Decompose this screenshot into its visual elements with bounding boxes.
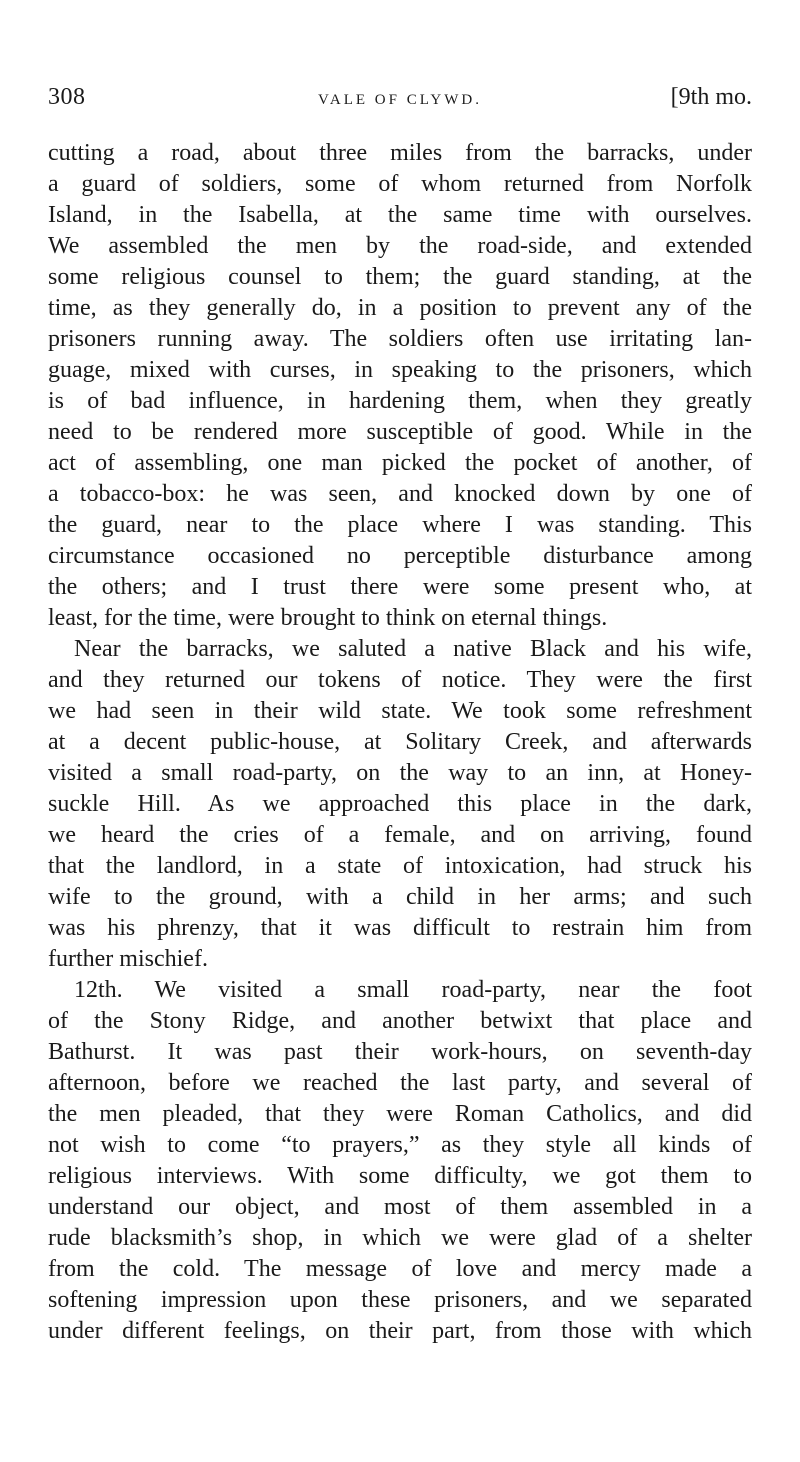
text-line: religious interviews. With some difficulty, we got them to	[48, 1163, 752, 1189]
text-line: from the cold. The message of love and mercy made a	[48, 1256, 752, 1282]
text-line: time, as they generally do, in a position to prevent any of the	[48, 295, 752, 321]
text-line: a guard of soldiers, some of whom returned from Norfolk	[48, 171, 752, 197]
text-line: afternoon, before we reached the last party, and several of	[48, 1070, 752, 1096]
text-line: of the Stony Ridge, and another betwixt that place and	[48, 1008, 752, 1034]
text-line: the guard, near to the place where I was standing. This	[48, 512, 752, 538]
text-line: is of bad influence, in hardening them, when they greatly	[48, 388, 752, 414]
text-line: act of assembling, one man picked the pocket of another, of	[48, 450, 752, 476]
text-line: Near the barracks, we saluted a native Black and his wife,	[74, 636, 752, 662]
paragraph	[48, 975, 752, 1347]
text-line: circumstance occasioned no perceptible disturbance among	[48, 543, 752, 569]
page-number: 308	[48, 84, 86, 110]
text-line: suckle Hill. As we approached this place in the dark,	[48, 791, 752, 817]
text-line: visited a small road-party, on the way to an inn, at Honey-	[48, 760, 752, 786]
running-title: VALE OF CLYWD.	[318, 92, 482, 108]
text-line: we had seen in their wild state. We took some refreshment	[48, 698, 752, 724]
paragraph	[48, 138, 752, 634]
text-line: was his phrenzy, that it was difficult to restrain him from	[48, 915, 752, 941]
text-line: a tobacco-box: he was seen, and knocked down by one of	[48, 481, 752, 507]
text-line: that the landlord, in a state of intoxication, had struck his	[48, 853, 752, 879]
text-line: cutting a road, about three miles from the barracks, under	[48, 140, 752, 166]
text-line: 12th. We visited a small road-party, near the foot	[74, 977, 752, 1003]
text-line: further mischief.	[48, 946, 208, 972]
text-line: need to be rendered more susceptible of good. While in the	[48, 419, 752, 445]
text-line: Island, in the Isabella, at the same time with ourselves.	[48, 202, 752, 228]
text-line: understand our object, and most of them assembled in a	[48, 1194, 752, 1220]
text-line: we heard the cries of a female, and on arriving, found	[48, 822, 752, 848]
text-line: We assembled the men by the road-side, and extended	[48, 233, 752, 259]
running-header	[48, 84, 752, 118]
text-line: and they returned our tokens of notice. They were the first	[48, 667, 752, 693]
text-line: softening impression upon these prisoners, and we separated	[48, 1287, 752, 1313]
text-line: wife to the ground, with a child in her arms; and such	[48, 884, 752, 910]
paragraph	[48, 634, 752, 975]
text-line: least, for the time, were brought to think on eternal things.	[48, 605, 608, 631]
text-line: under different feelings, on their part, from those with which	[48, 1318, 752, 1344]
text-line: not wish to come “to prayers,” as they style all kinds of	[48, 1132, 752, 1158]
text-line: guage, mixed with curses, in speaking to the prisoners, which	[48, 357, 752, 383]
running-date: [9th mo.	[670, 84, 752, 110]
text-line: rude blacksmith’s shop, in which we were glad of a shelter	[48, 1225, 752, 1251]
text-line: the others; and I trust there were some present who, at	[48, 574, 752, 600]
body-text	[48, 138, 752, 1347]
text-line: prisoners running away. The soldiers often use irritating lan-	[48, 326, 752, 352]
text-line: Bathurst. It was past their work-hours, on seventh-day	[48, 1039, 752, 1065]
text-line: the men pleaded, that they were Roman Catholics, and did	[48, 1101, 752, 1127]
text-line: some religious counsel to them; the guard standing, at the	[48, 264, 752, 290]
text-line: at a decent public-house, at Solitary Creek, and afterwards	[48, 729, 752, 755]
